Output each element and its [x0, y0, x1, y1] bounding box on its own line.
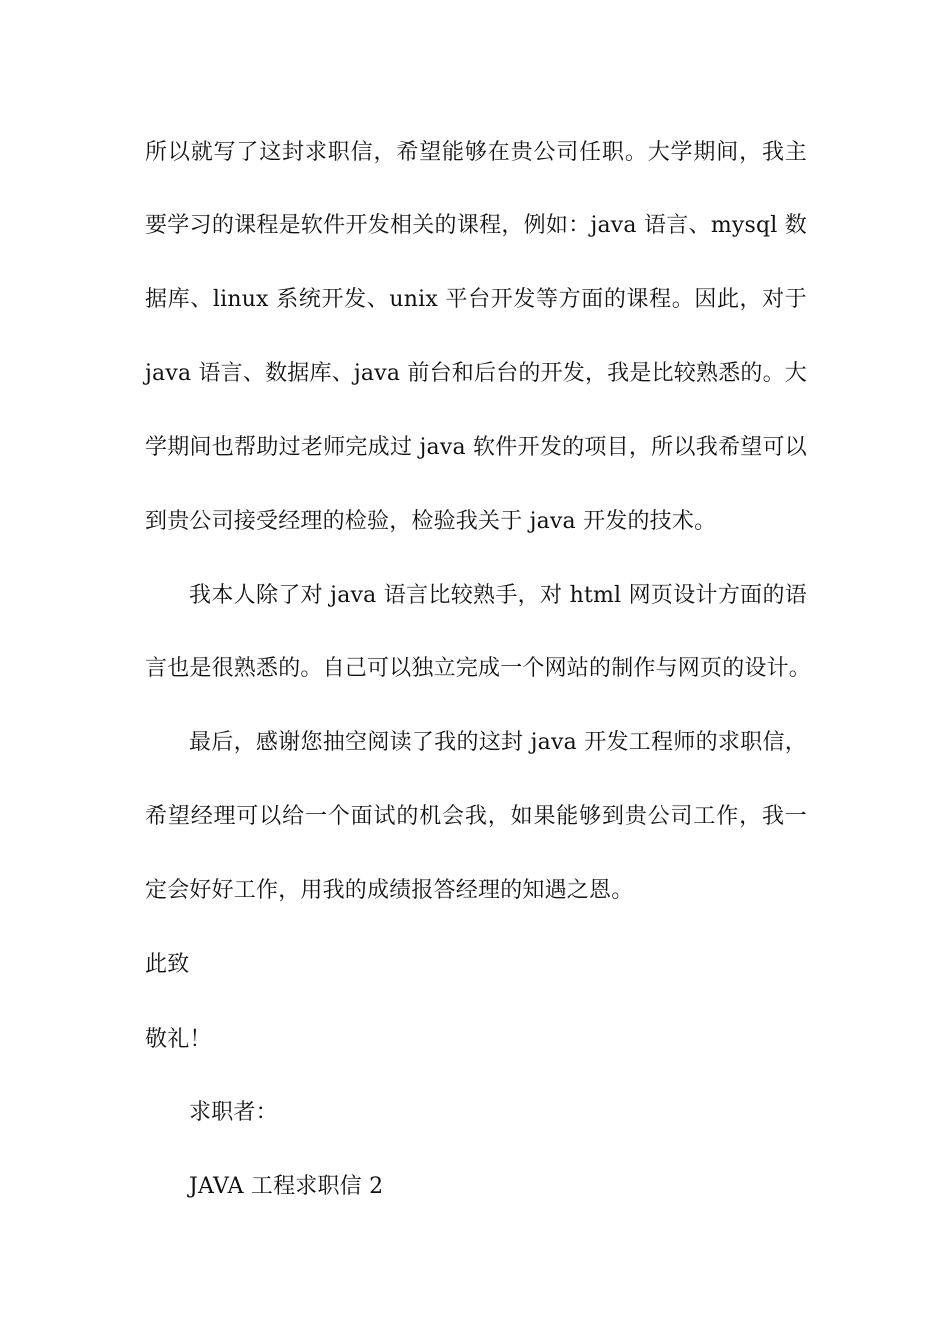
salutation-text: 敬礼！ — [145, 1027, 212, 1052]
body-text-line: 学期间也帮助过老师完成过 java 软件开发的项目，所以我希望可以 — [145, 435, 807, 460]
body-text-line: java 语言、数据库、java 前台和后台的开发，我是比较熟悉的。大 — [145, 361, 807, 386]
closing-text: 此致 — [145, 952, 190, 977]
signature-label: 求职者： — [189, 1100, 278, 1125]
body-text-line: 我本人除了对 java 语言比较熟手，对 html 网页设计方面的语 — [189, 583, 807, 608]
body-text-line: 最后，感谢您抽空阅读了我的这封 java 开发工程师的求职信， — [189, 730, 807, 755]
body-text-line: 要学习的课程是软件开发相关的课程，例如：java 语言、mysql 数 — [145, 213, 807, 238]
next-section-title: JAVA 工程求职信 2 — [189, 1174, 384, 1199]
body-text-line: 到贵公司接受经理的检验，检验我关于 java 开发的技术。 — [145, 509, 717, 534]
body-text-line: 言也是很熟悉的。自己可以独立完成一个网站的制作与网页的设计。 — [145, 656, 812, 681]
body-text-line: 据库、linux 系统开发、unix 平台开发等方面的课程。因此，对于 — [145, 287, 807, 312]
body-text-line: 所以就写了这封求职信，希望能够在贵公司任职。大学期间，我主 — [145, 140, 807, 165]
body-text-line: 定会好好工作，用我的成绩报答经理的知遇之恩。 — [145, 878, 634, 903]
body-text-line: 希望经理可以给一个面试的机会我，如果能够到贵公司工作，我一 — [145, 804, 807, 829]
